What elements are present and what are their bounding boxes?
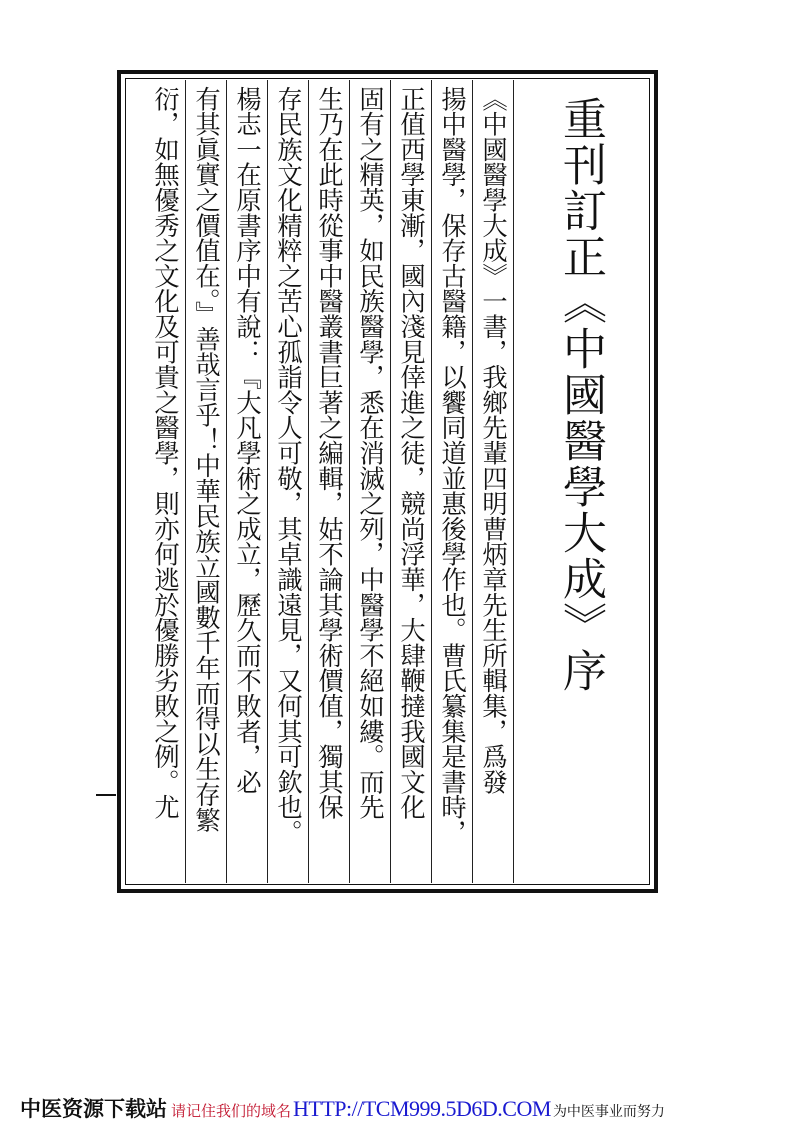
text-column: 楊志一在原書序中有說：『大凡學術之成立，歷久而不敗者，必 xyxy=(233,86,262,795)
text-column: 衍，如無優秀之文化及可貴之醫學，則亦何逃於優勝劣敗之例。尤 xyxy=(151,86,180,820)
text-column: 固有之精英，如民族醫學，悉在消滅之列，中醫學不絕如縷。而先 xyxy=(356,86,385,820)
margin-tick-mark xyxy=(96,794,116,796)
document-title: 重刊訂正《中國醫學大成》序 xyxy=(555,96,606,694)
text-column: 存民族文化精粹之苦心孤詣令人可敬，其卓識遠見，又何其可欽也。 xyxy=(274,86,303,845)
footer-slogan: 为中医事业而努力 xyxy=(552,1104,665,1120)
text-column: 揚中醫學，保存古醫籍，以饗同道並惠後學作也。曹氏纂集是書時， xyxy=(438,86,467,845)
footer-url-link[interactable]: HTTP://TCM999.5D6D.COM xyxy=(293,1096,551,1121)
footer-reminder: 请记住我们的域名 xyxy=(171,1102,292,1120)
column-rule xyxy=(513,80,514,883)
text-column: 有其眞實之價值在。』善哉言乎！中華民族立國數千年而得以生存繁 xyxy=(192,86,221,833)
text-column: 《中國醫學大成》一書，我鄉先輩四明曹炳章先生所輯集，爲發 xyxy=(479,86,508,795)
text-column: 正值西學東漸，國內淺見倖進之徒，競尚浮華，大肆鞭撻我國文化 xyxy=(397,86,426,820)
text-column: 生乃在此時從事中醫叢書巨著之編輯，姑不論其學術價值，獨其保 xyxy=(315,86,344,820)
footer-site-name: 中医资源下载站 xyxy=(20,1097,167,1121)
footer-banner xyxy=(20,1094,780,1124)
